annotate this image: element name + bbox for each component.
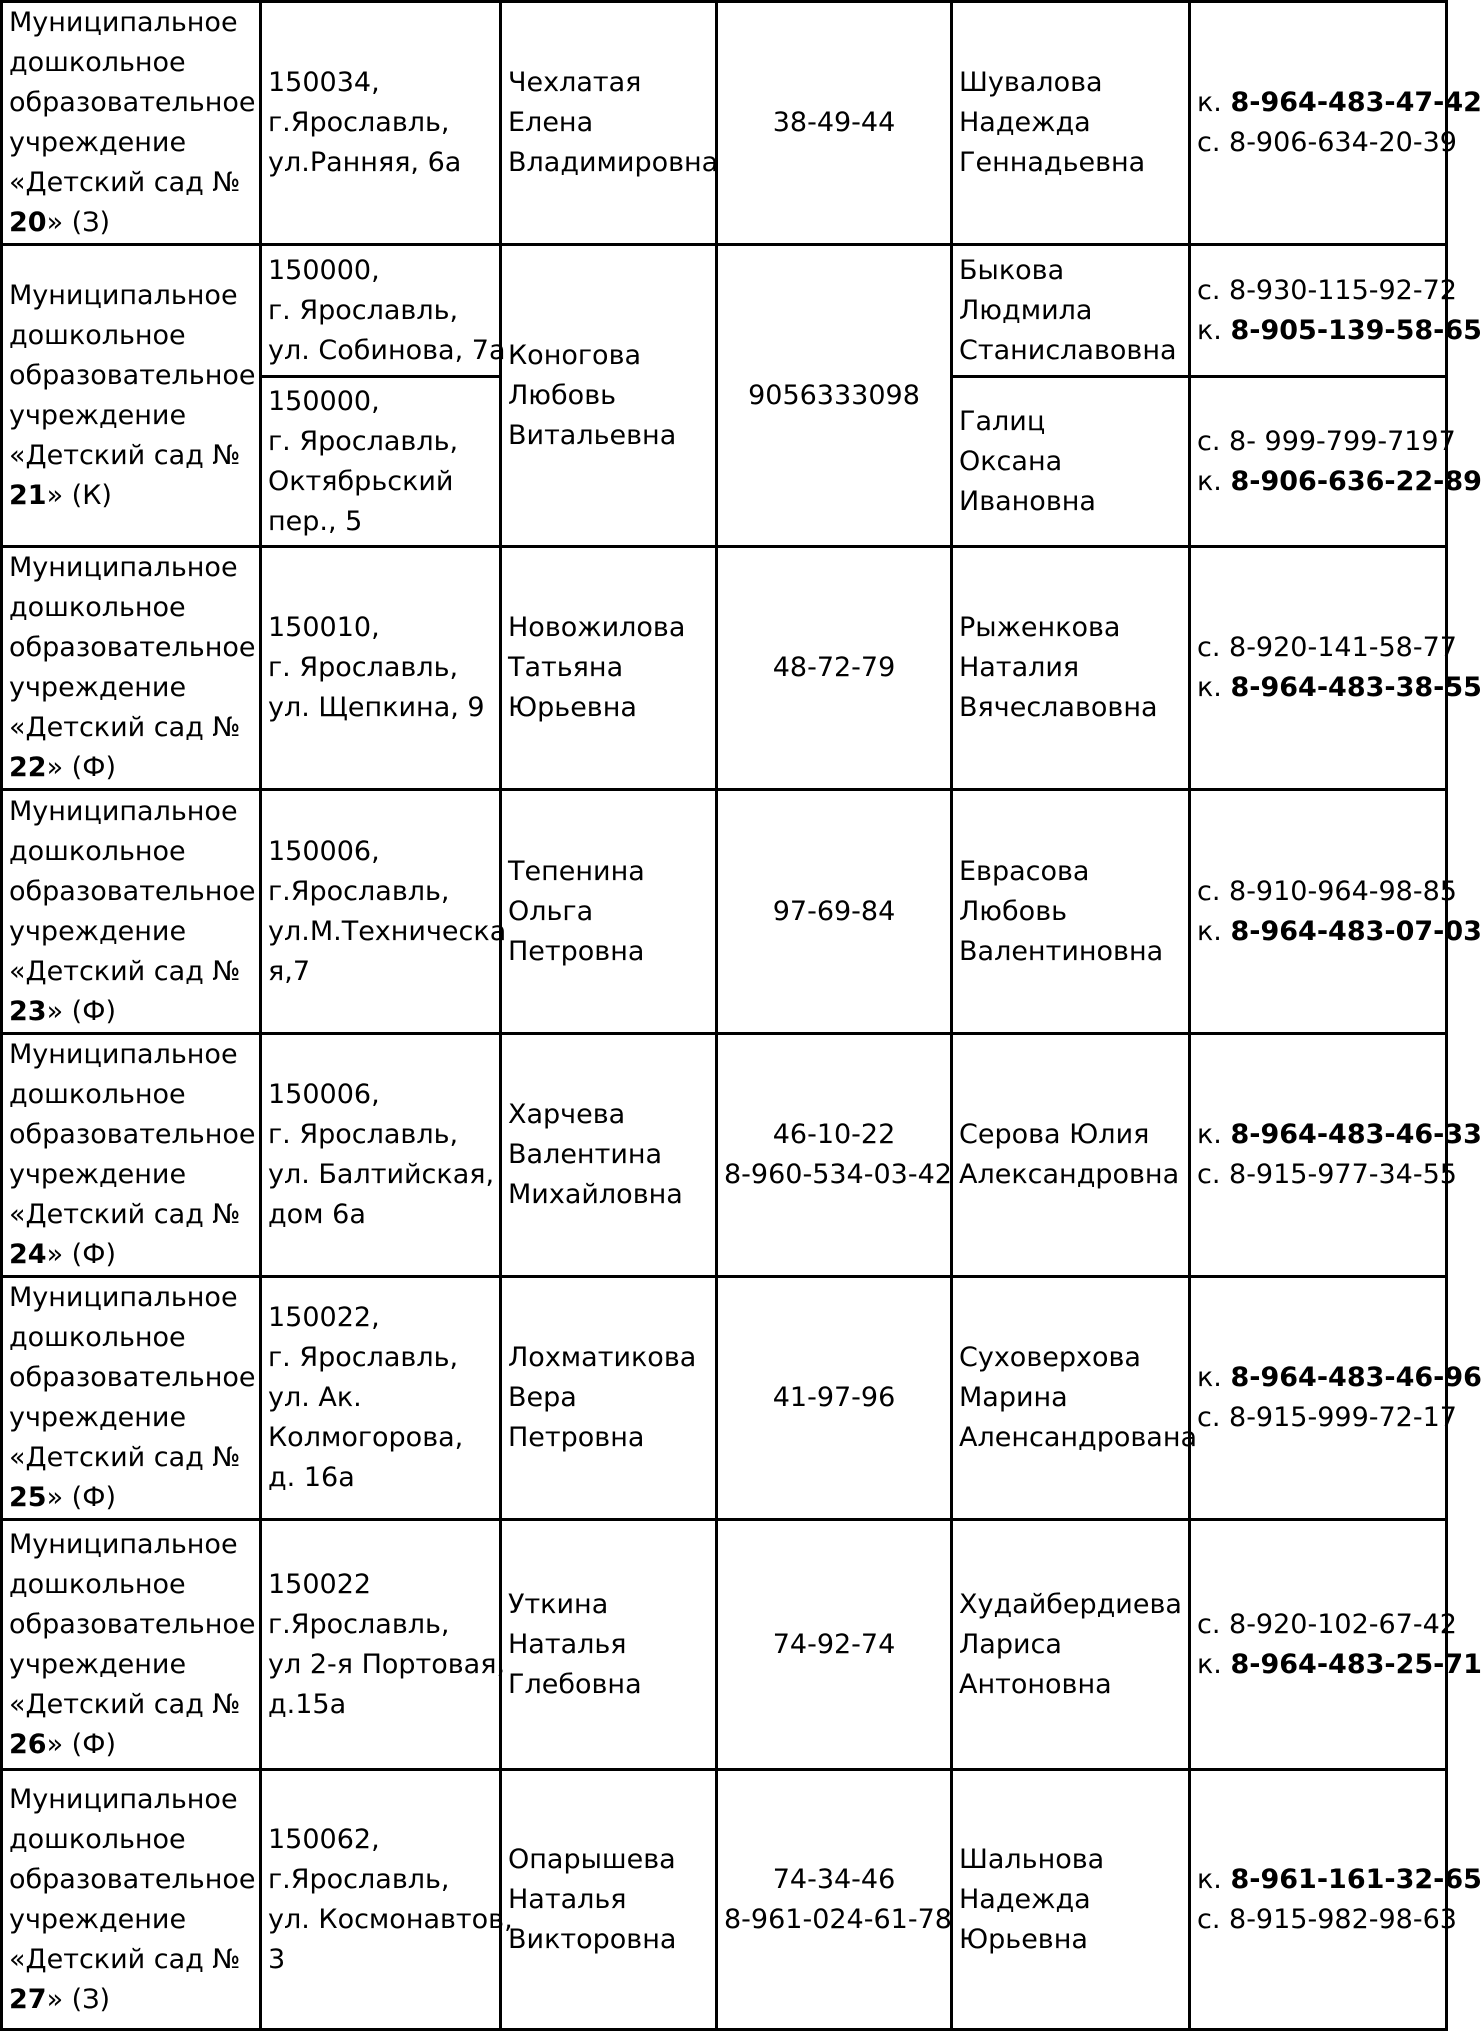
organization-number-line <box>9 1980 253 2020</box>
kindergarten-type: » (Ф) <box>46 1239 116 1270</box>
head-name-line: Валентина <box>508 1139 663 1170</box>
contact-person-line: Антоновна <box>959 1668 1112 1700</box>
contact-person-line: Оксана <box>959 445 1063 477</box>
organization-line: образовательное <box>9 87 256 118</box>
contact-person-line: Юрьевна <box>959 1923 1088 1955</box>
head-name-line: Глебовна <box>508 1668 642 1700</box>
contact-numbers-cell <box>1190 1277 1482 1520</box>
head-name-line: Михайловна <box>508 1179 683 1210</box>
organization-line: Муниципальное <box>9 1039 238 1070</box>
contact-prefix: с. <box>1197 425 1230 457</box>
organization-line: учреждение <box>9 1903 187 1935</box>
head-name-line: Юрьевна <box>508 692 637 723</box>
contact-person-cell <box>952 2 1190 245</box>
address-line: ул.Ранняя, 6а <box>268 147 462 178</box>
organization-line: учреждение <box>9 1159 187 1190</box>
phone-cell <box>717 1520 952 1770</box>
table-body <box>2 2 1482 2030</box>
organization-line: Муниципальное <box>9 1282 238 1313</box>
contact-number: 8-915-999-72-17 <box>1229 1402 1457 1433</box>
contact-number: 8-915-977-34-55 <box>1229 1159 1457 1190</box>
organization-line: учреждение <box>9 915 187 947</box>
phone-cell <box>717 1770 952 2030</box>
address-line: г. Ярославль, <box>268 652 459 683</box>
organization-number-line <box>9 748 253 788</box>
head-name-line: Тепенина <box>508 855 645 887</box>
contact-person-cell <box>952 1277 1198 1520</box>
contact-person-line: Рыженкова <box>959 612 1121 643</box>
contact-numbers-cell <box>1190 547 1482 790</box>
contact-line <box>1197 1645 1482 1685</box>
contact-line <box>1197 628 1457 668</box>
phone-line: 8-960-534-03-42 <box>724 1159 952 1190</box>
phone-cell <box>717 790 952 1034</box>
address-line: 150022, <box>268 1302 380 1333</box>
address-line: ул.М.Техническа <box>268 915 507 947</box>
contact-number: 8-964-483-47-42 <box>1230 87 1482 118</box>
contact-person-line: Марина <box>959 1382 1068 1413</box>
head-name-line: Уткина <box>508 1588 609 1620</box>
organization-line: учреждение <box>9 1648 187 1680</box>
contact-prefix: с. <box>1197 1402 1230 1433</box>
contact-person-line: Александровна <box>959 1159 1180 1190</box>
address-line: г.Ярославль, <box>268 1608 450 1640</box>
address-line: пер., 5 <box>268 505 363 537</box>
organization-cell <box>2 547 261 790</box>
address-line: 150000, <box>268 385 380 417</box>
address-line: г. Ярославль, <box>268 294 459 326</box>
address-line: ул. Космонавтов, <box>268 1903 513 1935</box>
contact-prefix: к. <box>1197 1863 1231 1895</box>
contact-person-line: Суховерхова <box>959 1342 1141 1373</box>
contact-person-line: Шальнова <box>959 1843 1105 1875</box>
contact-person-line: Шувалова <box>959 67 1103 98</box>
organization-cell <box>2 2 261 245</box>
organization-number-line <box>9 203 253 243</box>
organization-line: образовательное <box>9 1362 256 1393</box>
contact-person-line: Надежда <box>959 1883 1091 1915</box>
contact-person-line: Серова Юлия <box>959 1119 1150 1150</box>
contact-line <box>1197 1605 1457 1645</box>
kindergarten-number: 27 <box>9 1983 47 2015</box>
address-cell <box>261 2 501 245</box>
address-line: ул. Балтийская, <box>268 1159 495 1190</box>
head-name-cell <box>501 2 717 245</box>
phone-line: 8-961-024-61-78 <box>724 1903 952 1935</box>
kindergarten-type: » (З) <box>46 1983 111 2015</box>
contact-number: 8-920-141-58-77 <box>1229 632 1457 663</box>
organization-line: «Детский сад № <box>9 439 241 471</box>
contact-number: 8-910-964-98-85 <box>1229 875 1457 907</box>
contact-prefix: с. <box>1197 1159 1230 1190</box>
contact-person-line: Вячеславовна <box>959 692 1158 723</box>
contact-person-line: Наталия <box>959 652 1080 683</box>
kindergarten-type: » (Ф) <box>46 752 116 783</box>
contact-person-line: Ивановна <box>959 485 1096 517</box>
phone-line: 38-49-44 <box>772 107 896 138</box>
organization-line: дошкольное <box>9 1079 186 1110</box>
contact-person-line: Лариса <box>959 1628 1062 1660</box>
contact-person-line: Аленсандрована <box>959 1422 1198 1453</box>
organization-line: учреждение <box>9 1402 187 1433</box>
contact-person-line: Быкова <box>959 254 1065 286</box>
head-name-cell <box>501 245 717 547</box>
contact-line <box>1197 462 1482 502</box>
organization-cell <box>2 790 261 1034</box>
organization-line: дошкольное <box>9 1322 186 1353</box>
contact-line <box>1197 1398 1457 1438</box>
contact-line <box>1197 1860 1482 1900</box>
head-name-line: Новожилова <box>508 612 686 643</box>
head-name-cell <box>501 1770 717 2030</box>
contact-line <box>1197 1115 1482 1155</box>
head-name-cell <box>501 1034 717 1277</box>
table-row <box>2 547 1447 790</box>
table-row <box>2 2 1447 245</box>
phone-line: 9056333098 <box>748 379 920 411</box>
phone-cell <box>717 1034 952 1277</box>
organization-cell <box>2 245 261 547</box>
contact-person-cell <box>952 1520 1190 1770</box>
head-name-line: Наталья <box>508 1883 627 1915</box>
organization-cell <box>2 1034 261 1277</box>
table-row <box>2 1520 1447 1770</box>
contact-line <box>1197 271 1457 311</box>
organization-line: Муниципальное <box>9 7 238 38</box>
contact-prefix: с. <box>1197 274 1230 306</box>
contact-number: 8-906-634-20-39 <box>1229 127 1457 158</box>
contact-number: 8-906-636-22-89 <box>1230 465 1482 497</box>
organization-number-line <box>9 476 253 516</box>
address-cell <box>261 1770 513 2030</box>
contact-number: 8-964-483-38-55 <box>1230 672 1482 703</box>
contact-person-cell <box>952 245 1190 377</box>
contact-numbers-cell <box>1190 790 1482 1034</box>
head-name-line: Коногова <box>508 339 642 371</box>
table-row <box>2 1034 1447 1277</box>
organization-line: образовательное <box>9 875 256 907</box>
contact-numbers-cell <box>1190 1034 1482 1277</box>
head-name-cell <box>501 1277 717 1520</box>
address-cell <box>261 790 507 1034</box>
contact-number: 8-964-483-07-03 <box>1230 915 1482 947</box>
organization-line: образовательное <box>9 359 256 391</box>
head-name-line: Петровна <box>508 1422 645 1453</box>
organization-line: Муниципальное <box>9 552 238 583</box>
contact-prefix: к. <box>1197 1119 1231 1150</box>
contact-person-line: Худайбердиева <box>959 1588 1182 1620</box>
organization-line: Муниципальное <box>9 1783 238 1815</box>
contact-prefix: к. <box>1197 915 1231 947</box>
address-line: ул. Ак. <box>268 1382 362 1413</box>
organization-line: образовательное <box>9 1119 256 1150</box>
contact-prefix: к. <box>1197 1362 1231 1393</box>
contact-number: 8-964-483-25-71 <box>1230 1648 1482 1680</box>
organization-line: учреждение <box>9 399 187 431</box>
phone-line: 46-10-22 <box>772 1119 896 1150</box>
phone-cell <box>717 2 952 245</box>
address-line: 150022 <box>268 1568 372 1600</box>
contact-line <box>1197 912 1482 952</box>
contact-person-line: Еврасова <box>959 855 1090 887</box>
address-line: г.Ярославль, <box>268 875 450 907</box>
organization-line: «Детский сад № <box>9 1199 241 1230</box>
phone-line: 74-34-46 <box>772 1863 896 1895</box>
kindergarten-number: 21 <box>9 479 47 511</box>
address-line: 3 <box>268 1943 286 1975</box>
kindergarten-number: 22 <box>9 752 47 783</box>
table-row <box>2 1770 1447 2030</box>
kindergarten-type: » (Ф) <box>46 1482 116 1513</box>
organization-line: дошкольное <box>9 835 186 867</box>
head-name-cell <box>501 790 717 1034</box>
organization-line: образовательное <box>9 1608 256 1640</box>
head-name-line: Опарышева <box>508 1843 676 1875</box>
contact-line <box>1197 311 1482 351</box>
head-name-line: Лохматикова <box>508 1342 697 1373</box>
contact-person-line: Станиславовна <box>959 334 1177 366</box>
address-cell <box>261 1034 501 1277</box>
address-line: ул 2-я Портовая, <box>268 1648 506 1680</box>
kindergarten-type: » (К) <box>46 479 112 511</box>
address-line: д. 16а <box>268 1462 355 1493</box>
organization-cell <box>2 1770 261 2030</box>
address-cell <box>261 1520 506 1770</box>
kindergarten-type: » (З) <box>46 207 111 238</box>
organization-line: «Детский сад № <box>9 1442 241 1473</box>
kindergarten-number: 24 <box>9 1239 47 1270</box>
address-line: г.Ярославль, <box>268 1863 450 1895</box>
phone-cell <box>717 547 952 790</box>
head-name-line: Витальевна <box>508 419 677 451</box>
address-line: Колмогорова, <box>268 1422 464 1453</box>
contact-prefix: с. <box>1197 632 1230 663</box>
contact-prefix: с. <box>1197 1608 1230 1640</box>
contact-person-cell <box>952 790 1190 1034</box>
contact-numbers-cell <box>1190 1770 1482 2030</box>
head-name-line: Елена <box>508 107 594 138</box>
contact-prefix: с. <box>1197 127 1230 158</box>
contact-person-line: Людмила <box>959 294 1093 326</box>
contact-number: 8-905-139-58-65 <box>1230 314 1482 346</box>
phone-cell <box>717 245 952 547</box>
organization-cell <box>2 1520 261 1770</box>
address-cell <box>261 547 501 790</box>
organization-line: Муниципальное <box>9 1528 238 1560</box>
organization-line: образовательное <box>9 1863 256 1895</box>
contact-person-cell <box>952 1770 1190 2030</box>
contact-prefix: к. <box>1197 1648 1231 1680</box>
contact-numbers-cell <box>1190 245 1482 377</box>
address-cell <box>261 1277 501 1520</box>
kindergarten-number: 23 <box>9 995 47 1027</box>
address-line: ул. Собинова, 7а <box>268 334 506 366</box>
contact-prefix: к. <box>1197 672 1231 703</box>
phone-line: 41-97-96 <box>772 1382 896 1413</box>
contact-person-line: Любовь <box>959 895 1068 927</box>
address-line: 150006, <box>268 835 380 867</box>
contact-person-line: Галиц <box>959 405 1046 437</box>
address-line: 150010, <box>268 612 380 643</box>
contact-numbers-cell <box>1190 377 1482 547</box>
address-line: 150034, <box>268 67 380 98</box>
address-line: 150006, <box>268 1079 380 1110</box>
phone-cell <box>717 1277 952 1520</box>
contact-line <box>1197 83 1482 123</box>
contact-line <box>1197 1900 1457 1940</box>
head-name-line: Владимировна <box>508 147 719 178</box>
contact-person-line: Валентиновна <box>959 935 1164 967</box>
head-name-line: Харчева <box>508 1099 626 1130</box>
address-line: дом 6а <box>268 1199 366 1230</box>
address-line: г. Ярославль, <box>268 1342 459 1373</box>
organization-line: «Детский сад № <box>9 167 241 198</box>
organization-line: учреждение <box>9 127 187 158</box>
address-cell <box>261 377 501 547</box>
phone-line: 48-72-79 <box>772 652 896 683</box>
organization-line: «Детский сад № <box>9 955 241 987</box>
organization-number-line <box>9 1235 253 1275</box>
kindergarten-number: 25 <box>9 1482 47 1513</box>
kindergarten-number: 26 <box>9 1728 47 1760</box>
address-line: 150062, <box>268 1823 380 1855</box>
contact-number: 8-920-102-67-42 <box>1229 1608 1457 1640</box>
contact-prefix: к. <box>1197 465 1231 497</box>
address-line: я,7 <box>268 955 311 987</box>
head-name-line: Петровна <box>508 935 645 967</box>
phone-line: 74-92-74 <box>772 1628 896 1660</box>
contact-person-cell <box>952 547 1190 790</box>
address-line: Октябрьский <box>268 465 454 497</box>
organization-line: Муниципальное <box>9 795 238 827</box>
contact-number: 8-930-115-92-72 <box>1229 274 1457 306</box>
organization-line: дошкольное <box>9 1568 186 1600</box>
contact-person-cell <box>952 377 1190 547</box>
contact-line <box>1197 1155 1457 1195</box>
organization-line: Муниципальное <box>9 279 238 311</box>
address-line: г.Ярославль, <box>268 107 450 138</box>
table-row <box>2 245 1447 377</box>
kindergarten-type: » (Ф) <box>46 1728 116 1760</box>
contact-line <box>1197 872 1457 912</box>
contact-line <box>1197 422 1456 462</box>
contact-prefix: с. <box>1197 1903 1230 1935</box>
organization-line: «Детский сад № <box>9 1688 241 1720</box>
organization-line: учреждение <box>9 672 187 703</box>
organization-cell <box>2 1277 261 1520</box>
table-row <box>2 1277 1447 1520</box>
organization-line: дошкольное <box>9 319 186 351</box>
contact-numbers-cell <box>1190 2 1482 245</box>
organization-line: образовательное <box>9 632 256 663</box>
head-name-line: Чехлатая <box>508 67 642 98</box>
address-line: г. Ярославль, <box>268 1119 459 1150</box>
organization-number-line <box>9 1478 253 1518</box>
head-name-line: Вера <box>508 1382 577 1413</box>
organization-line: дошкольное <box>9 592 186 623</box>
contact-number: 8-915-982-98-63 <box>1229 1903 1457 1935</box>
contact-number: 8-964-483-46-33 <box>1230 1119 1482 1150</box>
contact-line <box>1197 1358 1482 1398</box>
head-name-line: Ольга <box>508 895 594 927</box>
contact-number: 8-961-161-32-65 <box>1230 1863 1482 1895</box>
contact-person-line: Геннадьевна <box>959 147 1146 178</box>
address-line: 150000, <box>268 254 380 286</box>
contact-prefix: с. <box>1197 875 1230 907</box>
organization-line: дошкольное <box>9 47 186 78</box>
head-name-line: Татьяна <box>508 652 624 683</box>
phone-line: 97-69-84 <box>772 895 896 927</box>
contact-line <box>1197 123 1457 163</box>
address-cell <box>261 245 506 377</box>
head-name-line: Любовь <box>508 379 617 411</box>
organization-line: «Детский сад № <box>9 712 241 743</box>
address-line: г. Ярославль, <box>268 425 459 457</box>
organization-number-line <box>9 1725 253 1765</box>
head-name-cell <box>501 1520 717 1770</box>
contact-prefix: к. <box>1197 314 1231 346</box>
address-line: д.15а <box>268 1688 347 1720</box>
address-line: ул. Щепкина, 9 <box>268 692 485 723</box>
head-name-line: Викторовна <box>508 1923 677 1955</box>
contact-person-line: Надежда <box>959 107 1091 138</box>
organization-number-line <box>9 992 253 1032</box>
head-name-line: Наталья <box>508 1628 627 1660</box>
kindergarten-number: 20 <box>9 207 47 238</box>
contact-number: 8- 999-799-7197 <box>1229 425 1456 457</box>
contact-prefix: к. <box>1197 87 1231 118</box>
contact-numbers-cell <box>1190 1520 1482 1770</box>
kindergarten-type: » (Ф) <box>46 995 116 1027</box>
contact-number: 8-964-483-46-96 <box>1230 1362 1482 1393</box>
table-row <box>2 790 1447 1034</box>
organization-line: «Детский сад № <box>9 1943 241 1975</box>
contact-person-cell <box>952 1034 1190 1277</box>
head-name-cell <box>501 547 717 790</box>
contact-line <box>1197 668 1482 708</box>
organization-line: дошкольное <box>9 1823 186 1855</box>
